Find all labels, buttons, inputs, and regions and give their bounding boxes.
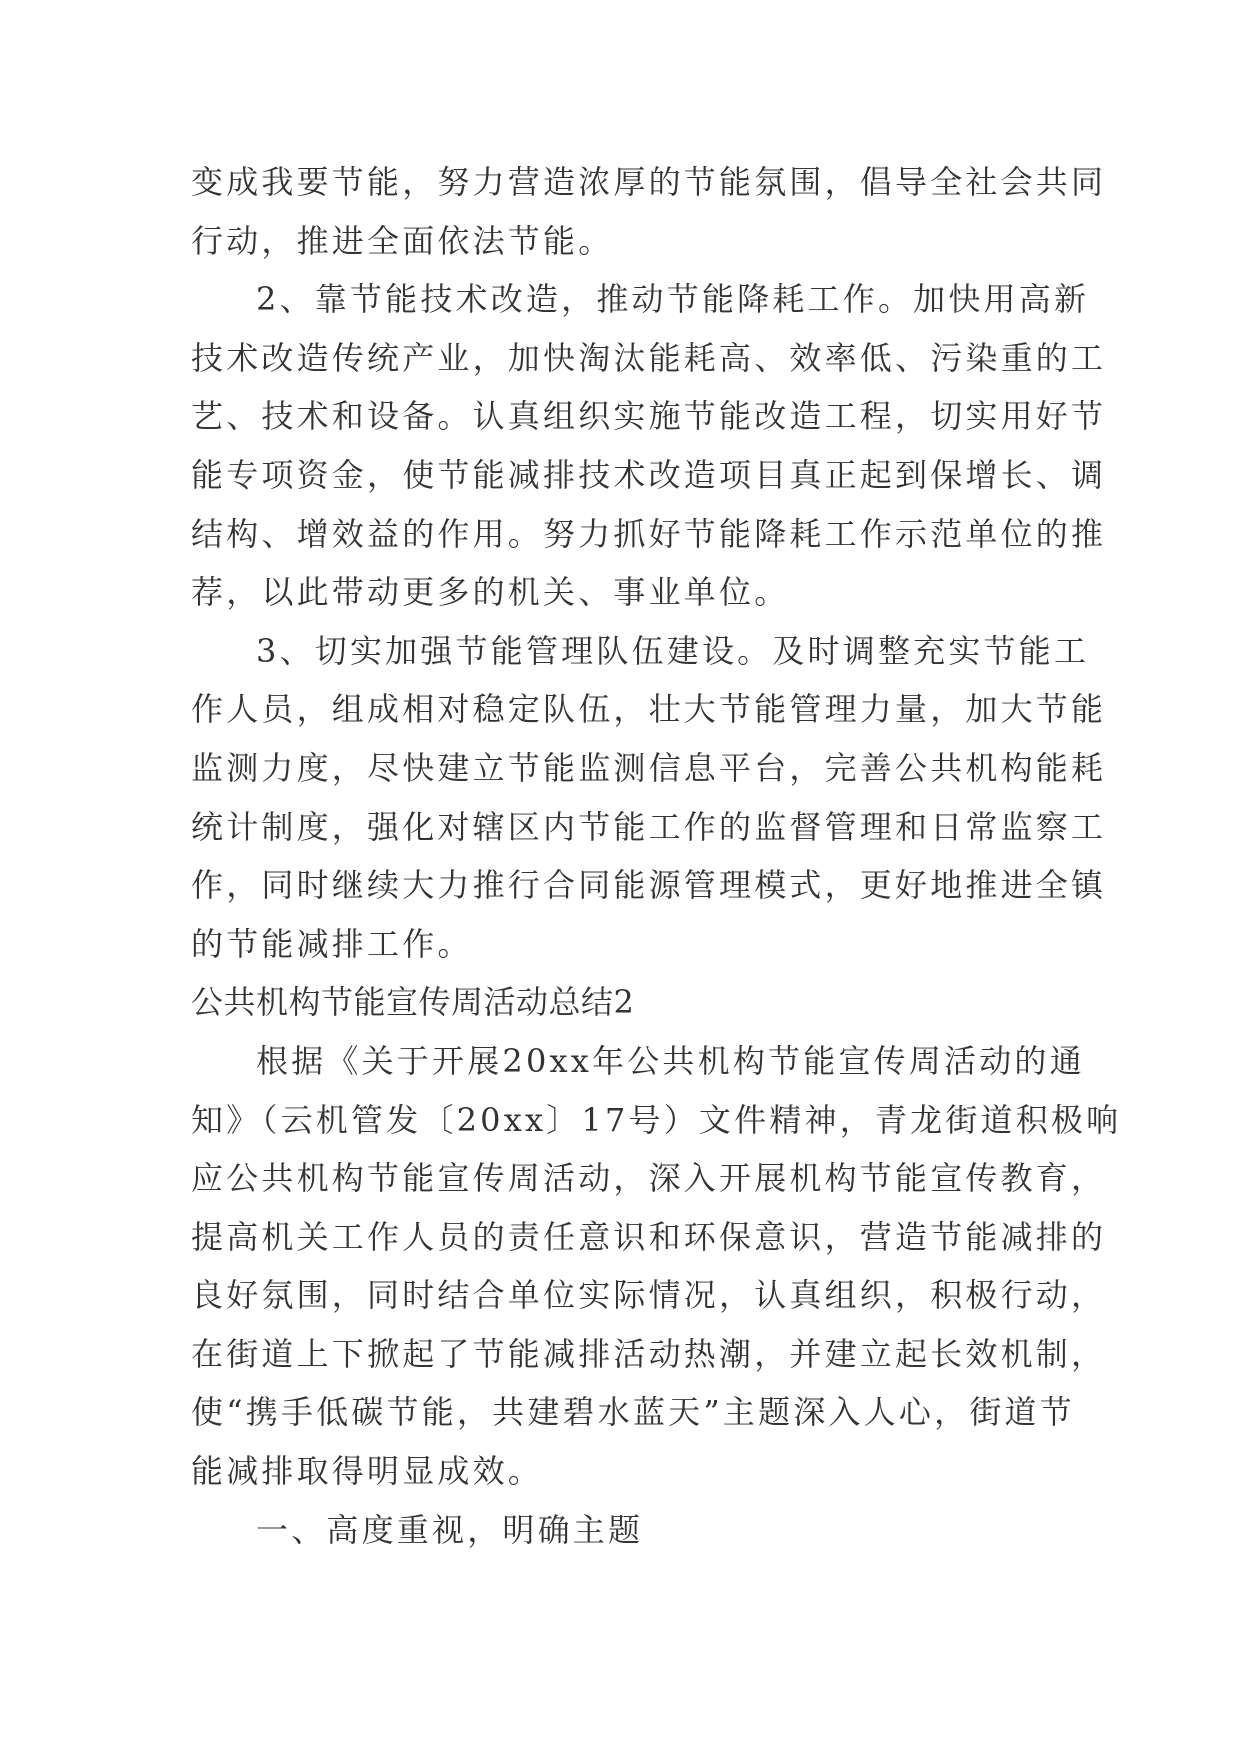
text-line: 作，同时继续大力推行合同能源管理模式，更好地推进全镇 xyxy=(191,866,1107,905)
text-line: 作人员，组成相对稳定队伍，壮大节能管理力量，加大节能 xyxy=(191,690,1107,729)
text-line: 知》（云机管发〔20xx〕17号）文件精神，青龙街道积极响 xyxy=(191,1100,1122,1139)
text-line: 应公共机构节能宣传周活动，深入开展机构节能宣传教育， xyxy=(191,1159,1107,1198)
text-line: 能专项资金，使节能减排技术改造项目真正起到保增长、调 xyxy=(191,455,1107,494)
text-line: 的节能减排工作。 xyxy=(191,924,473,963)
text-line: 荐，以此带动更多的机关、事业单位。 xyxy=(191,573,790,612)
text-line: 使“携手低碳节能，共建碧水蓝天”主题深入人心，街道节 xyxy=(191,1393,1075,1432)
text-line: 良好氛围，同时结合单位实际情况，认真组织，积极行动， xyxy=(191,1276,1107,1315)
text-line: 统计制度，强化对辖区内节能工作的监督管理和日常监察工 xyxy=(191,807,1107,846)
text-line: 结构、增效益的作用。努力抓好节能降耗工作示范单位的推 xyxy=(191,514,1107,553)
text-line: 根据《关于开展20xx年公共机构节能宣传周活动的通 xyxy=(256,1041,1085,1080)
text-line: 3、切实加强节能管理队伍建设。及时调整充实节能工 xyxy=(256,631,1090,670)
text-line: 监测力度，尽快建立节能监测信息平台，完善公共机构能耗 xyxy=(191,748,1107,787)
document-body xyxy=(191,153,1122,1559)
text-line: 变成我要节能，努力营造浓厚的节能氛围，倡导全社会共同 xyxy=(191,163,1107,201)
text-line: 能减排取得明显成效。 xyxy=(191,1452,544,1491)
text-line: 行动，推进全面依法节能。 xyxy=(191,221,614,260)
section-title: 公共机构节能宣传周活动总结2 xyxy=(191,983,635,1022)
text-line: 提高机关工作人员的责任意识和环保意识，营造节能减排的 xyxy=(191,1217,1107,1256)
text-line: 在街道上下掀起了节能减排活动热潮，并建立起长效机制， xyxy=(191,1334,1107,1373)
section-heading: 一、高度重视，明确主题 xyxy=(256,1510,644,1549)
text-line: 技术改造传统产业，加快淘汰能耗高、效率低、污染重的工 xyxy=(191,338,1107,377)
text-line: 2、靠节能技术改造，推动节能降耗工作。加快用高新 xyxy=(256,280,1090,319)
text-line: 艺、技术和设备。认真组织实施节能改造工程，切实用好节 xyxy=(191,397,1107,436)
